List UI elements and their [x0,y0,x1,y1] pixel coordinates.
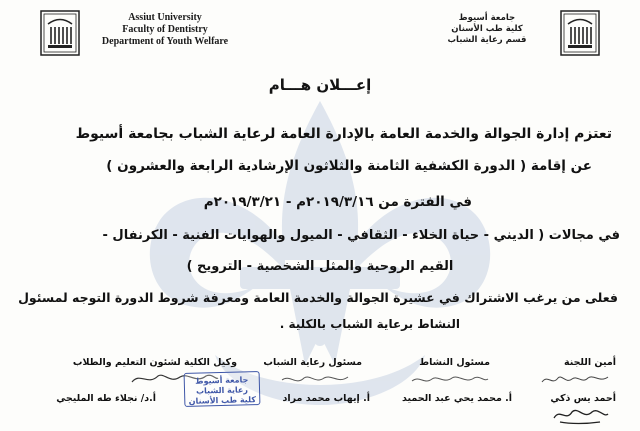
university-logo-icon [40,10,80,56]
faculty-name-ar: كلية طب الأسنان [451,24,523,34]
body-line: فعلى من يرغب الاشتراك في عشيرة الجوالة والخدمة العامة ومعرفة شروط الدورة التوجه لمسئول [18,290,618,305]
signature-name: أ. إيهاب محمد مراد [282,393,370,404]
official-stamp [184,371,261,407]
body-line: عن إقامة ( الدورة الكشفية الثامنة والثلاثون الإرشادية الرابعة والعشرون ) [106,158,592,174]
signature-title: وكيل الكلية لشئون التعليم والطلاب [72,357,237,368]
body-line: في مجالات ( الديني - حياة الخلاء - الثقافي - الميول والهوايات الفنية - الكرنفال - [102,228,620,243]
handwritten-signature [410,372,490,388]
signature-title: مسئول النشاط [419,357,490,368]
faculty-name: Faculty of Dentistry [122,24,208,35]
university-name: Assiut University [128,12,202,23]
arabic-letterhead [432,13,542,46]
body-line-dates: في الفترة من ٢٠١٩/٣/١٦م - ٢٠١٩/٣/٢١م [203,194,472,210]
department-name-ar: قسم رعاية الشباب [447,35,527,45]
body-line: النشاط برعاية الشباب بالكلية . [279,317,460,331]
signature-title: أمين اللجنة [563,357,616,368]
handwritten-signature [540,372,610,388]
body-line: تعتزم إدارة الجوالة والخدمة العامة بالإدارة العامة لرعاية الشباب بجامعة أسيوط [75,126,612,142]
stamp-line: رعاية الشباب [195,385,249,396]
stamp-line: كلية طب الأسنان [188,395,257,406]
signature-name: أ. محمد يحي عبد الحميد [402,393,512,404]
department-name: Department of Youth Welfare [101,36,229,47]
body-line: القيم الروحية والمثل الشخصية - الترويح ) [186,259,454,274]
university-logo-icon [560,10,600,56]
english-letterhead [100,12,230,48]
announcement-title: إعـــلان هـــام [268,76,372,94]
handwritten-signature [280,372,350,388]
signature-title: مسئول رعاية الشباب [263,357,362,368]
stamp-line: جامعة أسيوط [195,375,249,386]
handwritten-signature [550,404,610,426]
university-name-ar: جامعة أسيوط [458,13,516,23]
signature-name: أ.د/ نجلاء طه المليجي [56,393,156,404]
signature-name: أحمد يس ذكي [550,393,616,404]
